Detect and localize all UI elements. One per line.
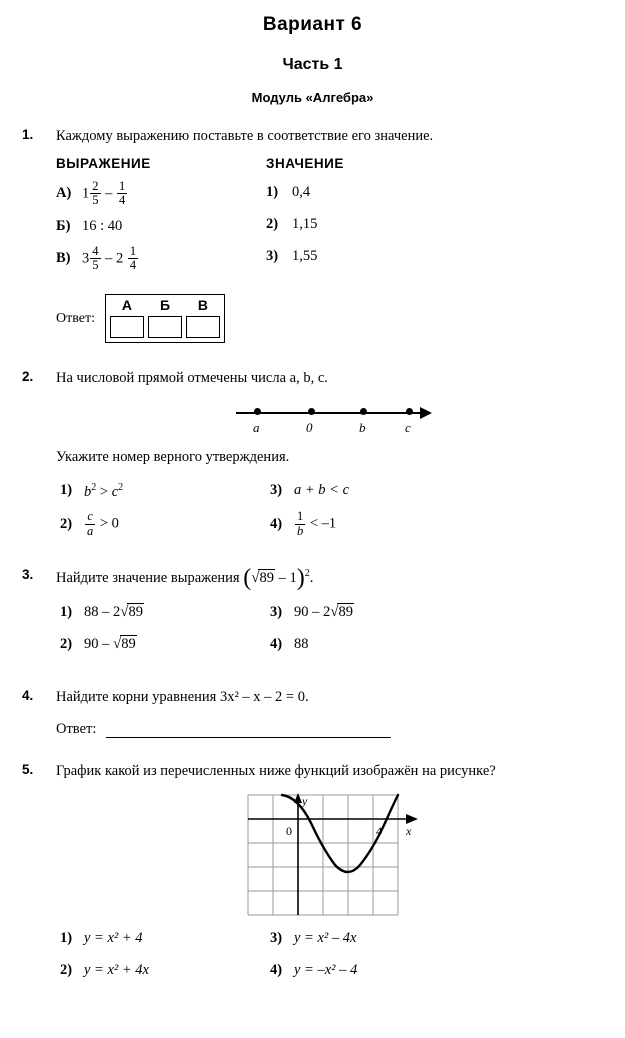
task-5-options-right (270, 926, 480, 990)
answer-cell-a-header: А (121, 297, 133, 314)
expr-v-op: – 2 (105, 250, 124, 267)
task-3-option-3-number: 3) (270, 604, 283, 620)
expression-v-body (82, 245, 139, 272)
task-5-option-3-body: y = x² – 4x (294, 929, 357, 946)
number-line (236, 402, 436, 436)
expr-a-frac2: $\frac{1}{4}$ (119, 178, 126, 207)
task-4-answer-row (56, 721, 605, 738)
task-1-answer-block (56, 294, 605, 342)
task-2-option-2-number: 2) (60, 515, 73, 532)
task-1-expressions-column (56, 156, 266, 279)
task-3-options (60, 600, 605, 664)
task-1-expression-v (56, 245, 266, 272)
task-1-left-header: ВЫРАЖЕНИЕ (56, 155, 151, 171)
value-2-number: 2) (266, 216, 279, 233)
task-1-answer-table[interactable] (105, 294, 225, 342)
task-5-option-4[interactable] (270, 958, 480, 983)
task-5-option-2-number: 2) (60, 961, 73, 978)
module-heading: Модуль «Алгебра» (251, 90, 374, 105)
expr-a-op: – (105, 185, 113, 202)
value-1-number: 1) (266, 184, 279, 201)
task-2-option-1-number: 1) (60, 482, 73, 499)
sqrt-89: √89 (251, 569, 274, 586)
option-4-fraction: $\frac{1}{b}$ (297, 509, 304, 538)
task-3-option-1[interactable] (60, 600, 270, 625)
task-2-option-1[interactable] (60, 478, 270, 503)
task-5-option-3-number: 3) (270, 929, 283, 946)
task-5-option-2[interactable] (60, 958, 270, 983)
point-a-label: a (253, 419, 260, 435)
point-c-dot (406, 408, 413, 415)
task-5-option-1-number: 1) (60, 929, 73, 946)
task-1-value-3 (266, 244, 486, 270)
answer-cell-b (148, 298, 182, 337)
task-3-options-right (270, 600, 480, 664)
expr-v-frac1: $\frac{4}{5}$ (92, 244, 99, 273)
expr-v-whole: 3 (82, 250, 90, 267)
value-3-text: 1,55 (292, 248, 318, 265)
task-3-option-4[interactable] (270, 632, 480, 657)
task-3-expression: (√89 – 1)$^2$ (243, 564, 310, 591)
task-2-options-left (60, 478, 270, 544)
task-3-option-2-number: 2) (60, 636, 73, 652)
worksheet-page (0, 14, 625, 1038)
task-2-option-2-body: $\frac{c}{a}$ > 0 (87, 509, 119, 538)
task-1-number: 1. (22, 127, 34, 142)
task-3-option-4-number: 4) (270, 636, 283, 652)
answer-cell-a (110, 298, 144, 337)
graph-zero-label: 0 (286, 823, 292, 838)
task-2-option-1-body: $b^2 > c^2$ (84, 481, 124, 500)
task-5-option-1[interactable] (60, 926, 270, 951)
expression-a-label: А) (56, 184, 72, 201)
task-1-values-column (266, 156, 486, 279)
expr-v-frac2: $\frac{1}{4}$ (129, 244, 137, 273)
point-zero-dot (308, 408, 315, 415)
task-5-option-2-body: y = x² + 4x (84, 961, 149, 978)
point-b-dot (360, 408, 367, 415)
task-3-text (56, 564, 605, 591)
value-3-number: 3) (266, 248, 279, 265)
graph-x-label: x (406, 823, 412, 838)
task-1-columns (56, 156, 605, 279)
task-2-option-3[interactable] (270, 478, 480, 503)
task-5-figure (56, 793, 605, 918)
task-5-option-4-body: y = –x² – 4 (294, 961, 358, 978)
point-a-dot (254, 408, 261, 415)
answer-cell-v-header: В (197, 297, 209, 314)
task-3-option-1-number: 1) (60, 604, 73, 620)
task-3-options-left (60, 600, 270, 664)
task-4 (0, 688, 625, 738)
task-4-answer-label: Ответ: (56, 720, 97, 737)
task-1 (0, 127, 625, 343)
task-2-option-3-body: a + b < c (294, 482, 350, 499)
expr-a-frac1: $\frac{2}{5}$ (92, 178, 99, 207)
task-5-options (60, 926, 605, 990)
task-2-option-4-body: $\frac{1}{b}$ < –1 (297, 509, 337, 538)
point-zero-label: 0 (306, 419, 313, 435)
option-2-fraction: $\frac{c}{a}$ (87, 509, 94, 538)
answer-cell-v (186, 298, 220, 337)
task-2 (0, 369, 625, 545)
task-2-number-line-figure (236, 402, 605, 442)
point-b-label: b (359, 419, 366, 435)
task-3-option-4-body: 88 (294, 636, 309, 652)
task-2-options-right (270, 478, 480, 544)
task-5-option-4-number: 4) (270, 961, 283, 978)
task-3-option-3[interactable] (270, 600, 480, 625)
part-heading: Часть 1 (282, 56, 343, 73)
task-3 (0, 564, 625, 664)
value-1-text: 0,4 (292, 184, 311, 201)
expression-b-body: 16 : 40 (82, 217, 123, 234)
answer-input-a[interactable] (110, 316, 144, 338)
number-line-axis (236, 412, 422, 414)
task-1-expression-a (56, 180, 266, 207)
task-3-option-3-body: 90 – 2√89 (294, 604, 353, 620)
value-2-text: 1,15 (292, 216, 318, 233)
answer-input-b[interactable] (148, 316, 182, 338)
task-4-answer-input[interactable] (106, 723, 391, 738)
task-3-number: 3. (22, 566, 34, 582)
task-2-text: На числовой прямой отмечены числа a, b, c. (56, 369, 328, 386)
task-3-text-pre: Найдите значение выражения (56, 569, 240, 586)
task-3-option-1-body: 88 – 2√89 (84, 604, 143, 620)
task-2-number: 2. (22, 368, 34, 384)
task-5-text: График какой из перечисленных ниже функций изображён на рисунке? (56, 762, 496, 779)
task-4-number: 4. (22, 688, 34, 703)
expr-a-whole: 1 (82, 185, 90, 202)
task-4-text: Найдите корни уравнения 3x² – x – 2 = 0. (56, 689, 309, 705)
page-title: Вариант 6 (262, 14, 363, 35)
task-3-option-2[interactable] (60, 632, 270, 657)
graph-tick-label: 4 (376, 823, 382, 838)
task-2-option-4[interactable] (270, 510, 480, 537)
task-1-expression-b (56, 213, 266, 239)
task-5-number: 5. (22, 761, 34, 777)
answer-input-v[interactable] (186, 316, 220, 338)
task-5-options-left (60, 926, 270, 990)
task-1-text: Каждому выражению поставьте в соответствие его значение. (56, 128, 434, 144)
task-1-value-1 (266, 180, 486, 206)
task-2-option-4-number: 4) (270, 515, 283, 532)
task-5-option-3[interactable] (270, 926, 480, 951)
task-1-right-header: ЗНАЧЕНИЕ (266, 155, 344, 171)
expression-a-body (82, 180, 128, 207)
graph-y-label: y (302, 793, 308, 808)
parabola-graph (238, 793, 423, 918)
task-3-option-2-body: 90 – √89 (84, 636, 136, 652)
task-5 (0, 762, 625, 990)
expression-v-label: В) (56, 250, 71, 267)
answer-cell-b-header: Б (159, 297, 171, 314)
task-1-answer-label: Ответ: (56, 310, 95, 326)
number-line-arrow (420, 407, 432, 419)
point-c-label: c (405, 419, 411, 435)
task-3-text-post: . (309, 569, 314, 586)
task-1-value-2 (266, 212, 486, 238)
task-2-option-2[interactable] (60, 510, 270, 537)
task-5-option-1-body: y = x² + 4 (84, 929, 143, 946)
task-2-options (60, 478, 605, 544)
expression-b-label: Б) (56, 217, 71, 234)
task-2-option-3-number: 3) (270, 482, 283, 499)
task-2-subtext: Укажите номер верного утверждения. (56, 448, 290, 465)
